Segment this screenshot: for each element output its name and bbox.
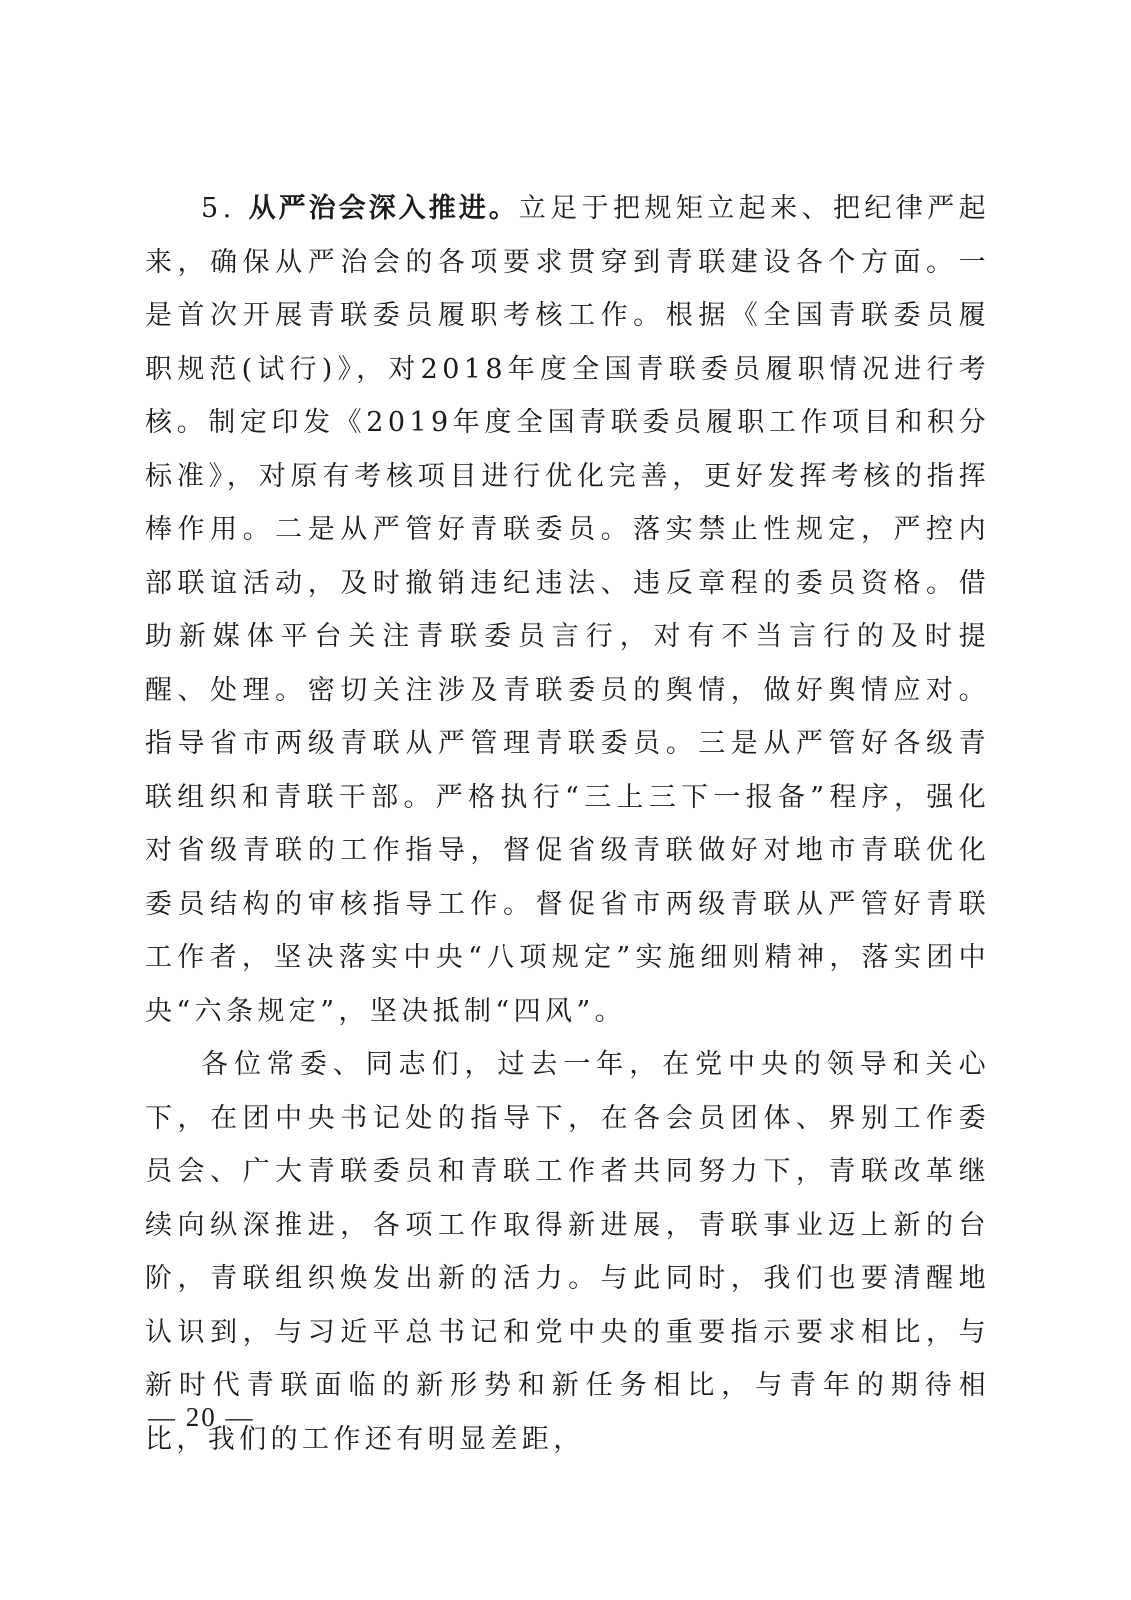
section-heading: 从严治会深入推进。: [248, 193, 519, 224]
section-body: 立足于把规矩立起来、把纪律严起来，确保从严治会的各项要求贯穿到青联建设各个方面。一是首次开展青联委员履职考核工作。根据《全国青联委员履职规范(试行)》，对2018年度全国青联委员履职情况进行考核。制定印发《2019年度全国青联委员履职工作项目和积分标准》，对原有考核项目进行优化完善，更好发挥考核的指挥棒作用。二是从严管好青联委员。落实禁止性规定，严控内部联谊活动，及时撤销违纪违法、违反章程的委员资格。借助新媒体平台关注青联委员言行，对有不当言行的及时提醒、处理。密切关注涉及青联委员的舆情，做好舆情应对。指导省市两级青联从严管理青联委员。三是从严管好各级青联组织和青联干部。严格执行“三上三下一报备”程序，强化对省级青联的工作指导，督促省级青联做好对地市青联优化委员结构的审核指导工作。督促省市两级青联从严管好青联工作者，坚决落实中央“八项规定”实施细则精神，落实团中央“六条规定”，坚决抵制“四风”。: [145, 193, 991, 1027]
page-number: — 20 —: [148, 1402, 255, 1432]
section-number: 5.: [201, 193, 236, 224]
section-5-paragraph: [145, 182, 990, 1038]
document-page: [145, 182, 990, 1466]
closing-paragraph: 各位常委、同志们，过去一年，在党中央的领导和关心下，在团中央书记处的指导下，在各会员团体、界别工作委员会、广大青联委员和青联工作者共同努力下，青联改革继续向纵深推进，各项工作取得新进展，青联事业迈上新的台阶，青联组织焕发出新的活力。与此同时，我们也要清醒地认识到，与习近平总书记和党中央的重要指示要求相比，与新时代青联面临的新形势和新任务相比，与青年的期待相比，我们的工作还有明显差距，: [145, 1049, 990, 1455]
